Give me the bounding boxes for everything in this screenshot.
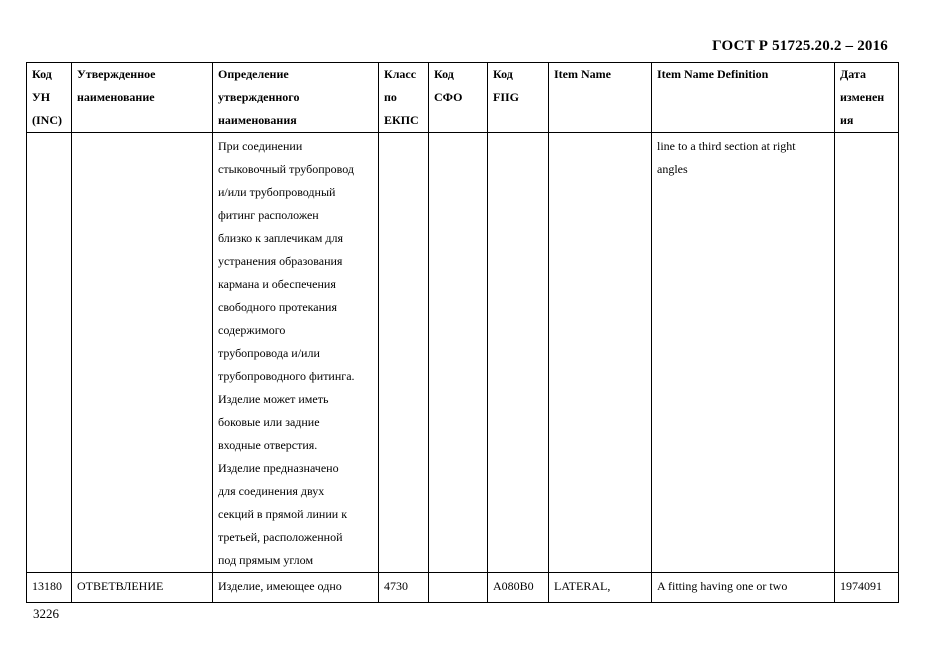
definition-ru-line: устранения образования [218,254,343,268]
definition-ru-line: стыковочный трубопровод [218,162,355,176]
cell-approved-name: ОТВЕТВЛЕНИЕ [72,573,213,603]
definition-ru-line: При соединении [218,139,303,153]
definition-ru-line: входные отверстия. [218,438,318,452]
cell-sfo-code [429,573,488,603]
header-ekps-class: Класс по ЕКПС [379,63,429,133]
definition-ru-line: Изделие может иметь [218,392,329,406]
cell-ekps-class [379,133,429,573]
definition-ru-line: близко к заплечикам для [218,231,343,245]
cell-item-name [549,133,652,573]
cell-fiig-code [488,133,549,573]
header-fiig-code: Код FIIG [488,63,549,133]
cell-inc-code [27,133,72,573]
header-approved-name: Утвержденное наименование [72,63,213,133]
cell-item-name: LATERAL, [549,573,652,603]
cell-inc-code: 13180 [27,573,72,603]
definition-ru-line: Изделие предназначено [218,461,339,475]
document-standard-title: ГОСТ Р 51725.20.2 – 2016 [712,38,888,54]
definition-ru-line: и/или трубопроводный [218,185,336,199]
classifier-table [26,62,899,603]
page-number: 3226 [33,606,59,621]
definition-ru-line: под прямым углом [218,553,314,567]
definition-ru-line: фитинг расположен [218,208,319,222]
cell-definition-ru [213,133,379,573]
definition-ru-line: содержимого [218,323,286,337]
definition-ru-line: свободного протекания [218,300,337,314]
cell-sfo-code [429,133,488,573]
table-row [27,573,899,603]
cell-item-name-definition [652,133,835,573]
cell-definition-ru: Изделие, имеющее одно [213,573,379,603]
header-change-date: Дата изменен ия [835,63,899,133]
cell-ekps-class: 4730 [379,573,429,603]
definition-ru-line: трубопровода и/или [218,346,320,360]
cell-approved-name [72,133,213,573]
cell-fiig-code: A080B0 [488,573,549,603]
header-inc-code: Код УН (INC) [27,63,72,133]
cell-change-date: 1974091 [835,573,899,603]
table-header-row [27,63,899,133]
definition-ru-line: кармана и обеспечения [218,277,336,291]
header-approved-name-definition: Определение утвержденного наименования [213,63,379,133]
definition-ru-line: боковые или задние [218,415,320,429]
definition-en-line: angles [657,162,688,176]
cell-change-date [835,133,899,573]
header-item-name-definition: Item Name Definition [652,63,835,133]
definition-ru-line: секций в прямой линии к [218,507,348,521]
cell-item-name-definition: A fitting having one or two [652,573,835,603]
definition-ru-line: трубопроводного фитинга. [218,369,355,383]
definition-ru-line: для соединения двух [218,484,325,498]
definition-en-line: line to a third section at right [657,139,796,153]
header-sfo-code: Код СФО [429,63,488,133]
header-item-name: Item Name [549,63,652,133]
definition-ru-line: третьей, расположенной [218,530,343,544]
table-row [27,133,899,573]
